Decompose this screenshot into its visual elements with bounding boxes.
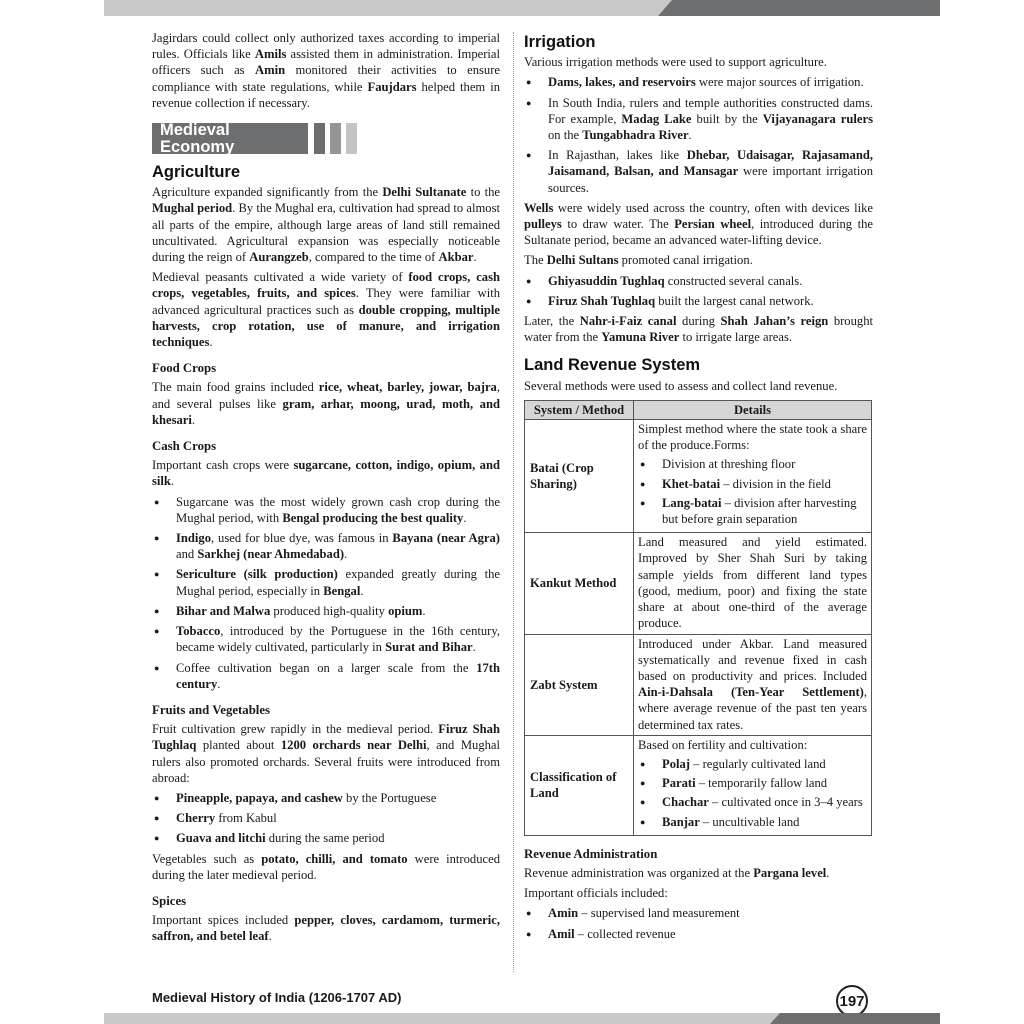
irrigation-paragraph: Various irrigation methods were used to support agriculture. [524,55,827,70]
method-cell: Batai (Crop Sharing) [525,420,634,533]
delhi-sultans-paragraph: The Delhi Sultans promoted canal irrigation. [524,253,753,268]
details-list [638,756,867,830]
list-item: ● Lang-batai – division after harvesting but before grain separation [638,495,867,527]
agriculture-heading: Agriculture [152,163,241,182]
list-item: ● Tobacco, introduced by the Portuguese in the 16th century, became widely cultivated, particularly in Surat and Bihar. [152,623,500,655]
details-text: Land measured and yield estimated. Improved by Sher Shah Suri by taking sample yields from different land types (good, medium, poor) and fixing the state share at about one-third of the average produce. [638,535,867,631]
list-item: ● Parati – temporarily fallow land [638,775,867,791]
list-item: ● Indigo, used for blue dye, was famous in Bayana (near Agra) and Sarkhej (near Ahmedabad). [152,530,500,562]
list-item: ● Coffee cultivation began on a larger scale from the 17th century. [152,660,500,692]
method-cell: Classification of Land [525,735,634,835]
details-cell [634,420,872,533]
left-column [152,30,500,949]
officials-list [524,905,873,941]
cash-crops-heading: Cash Crops [152,439,217,454]
list-item: ● In South India, rulers and temple authorities constructed dams. For example, Madag Lake built by the Vijayanagara rulers on the Tungabhadra River. [524,95,873,144]
intro-paragraph: Jagirdars could collect only authorized taxes according to imperial rules. Officials like Amils assisted them in administration. Imperial officers such as Amin monitored their activities to ensure compliance with state regulations, while Faujdars helped them in revenue collection if necessary. [152,31,500,110]
table-row [525,634,872,735]
bottom-bar-accent [770,1013,940,1024]
list-item: ● In Rajasthan, lakes like Dhebar, Udaisagar, Rajasamand, Jaisamand, Balsan, and Mansagar were important irrigation sources. [524,147,873,196]
table-header-cell: System / Method [525,400,634,419]
details-text: Based on fertility and cultivation: [638,737,808,752]
section-banner [152,123,500,154]
details-list [638,456,867,527]
section-banner-title: Medieval Economy [152,123,308,154]
vegetables-paragraph: Vegetables such as potato, chilli, and tomato were introduced during the later medieval period. [152,851,500,882]
top-decorative-bar [104,0,940,16]
agriculture-paragraph: Medieval peasants cultivated a wide variety of food crops, cash crops, vegetables, fruits, and spices. They were familiar with advanced agricultural practices such as double cropping, multiple harvests, crop rotation, use of manure, and irrigation techniques. [152,270,501,350]
table-header-cell: Details [634,400,872,419]
nahr-i-faiz-paragraph: Later, the Nahr-i-Faiz canal during Shah Jahan’s reign brought water from the Yamuna River to irrigate large areas. [524,314,873,345]
list-item: ● Amil – collected revenue [524,926,873,942]
list-item: ● Cherry from Kabul [152,810,500,826]
list-item: ● Division at threshing floor [638,456,867,472]
list-item: ● Bihar and Malwa produced high-quality opium. [152,603,500,619]
food-crops-heading: Food Crops [152,361,217,376]
list-item: ● Guava and litchi during the same period [152,830,500,846]
list-item: ● Firuz Shah Tughlaq built the largest canal network. [524,293,873,309]
cash-crops-list [152,494,500,692]
list-item: ● Pineapple, papaya, and cashew by the Portuguese [152,790,500,806]
fruits-paragraph: Fruit cultivation grew rapidly in the medieval period. Firuz Shah Tughlaq planted about 1200 orchards near Delhi, and Mughal rulers also promoted orchards. Several fruits were introduced from abroad: [152,722,500,785]
banner-stripe [346,123,357,154]
list-item: ● Khet-batai – division in the field [638,476,867,492]
details-cell [634,735,872,835]
spices-paragraph: Important spices included pepper, cloves, cardamom, turmeric, saffron, and betel leaf. [152,913,500,944]
banner-stripe [330,123,341,154]
land-revenue-heading: Land Revenue System [524,356,701,375]
column-divider [513,32,514,972]
land-revenue-paragraph: Several methods were used to assess and collect land revenue. [524,378,838,393]
wells-paragraph: Wells were widely used across the country, often with devices like pulleys to draw water. The Persian wheel, introduced during the Sultanate period, became an advanced water-lifting device. [524,200,873,248]
table-row [525,420,872,533]
details-text: Introduced under Akbar. Land measured systematically and revenue fixed in cash based on productivity and prices. Included Ain-i-Dahsala (Ten-Year Settlement), where average revenue of the past ten years determined tax rates. [638,636,867,732]
irrigation-list [524,74,873,195]
list-item: ● Amin – supervised land measurement [524,905,873,921]
list-item: ● Sericulture (silk production) expanded greatly during the Mughal period, especially in Bengal. [152,566,500,598]
revenue-administration-paragraph: Revenue administration was organized at the Pargana level. [524,865,830,880]
book-title-footer: Medieval History of India (1206-1707 AD) [152,990,402,1005]
list-item: ● Sugarcane was the most widely grown cash crop during the Mughal period, with Bengal producing the best quality. [152,494,500,526]
details-cell [634,634,872,735]
fruits-list [152,790,500,847]
spices-heading: Spices [152,893,187,908]
top-bar-accent [658,0,940,16]
method-cell: Kankut Method [525,533,634,634]
method-cell: Zabt System [525,634,634,735]
table-row [525,533,872,634]
details-cell [634,533,872,634]
agriculture-paragraph: Agriculture expanded significantly from the Delhi Sultanate to the Mughal period. By the Mughal era, cultivation had spread to almost all parts of the empire, although large areas of land still remained uncultivated. Agricultural expansion was especially noticeable during the reign of Aurangzeb, compared to the time of Akbar. [152,185,501,265]
banner-stripe [314,123,325,154]
bottom-decorative-bar [104,1013,940,1024]
list-item: ● Dams, lakes, and reservoirs were major sources of irrigation. [524,74,873,90]
details-text: Simplest method where the state took a share of the produce.Forms: [638,422,867,453]
list-item: ● Polaj – regularly cultivated land [638,756,867,772]
revenue-administration-heading: Revenue Administration [524,846,658,861]
page-number: 197 [836,985,868,1017]
list-item: ● Banjar – uncultivable land [638,814,867,830]
irrigation-heading: Irrigation [524,33,596,51]
canals-list [524,273,873,309]
fruits-vegetables-heading: Fruits and Vegetables [152,702,271,717]
table-row [525,735,872,835]
right-column [524,34,873,946]
revenue-administration-paragraph: Important officials included: [524,886,668,901]
land-revenue-table [524,400,872,836]
cash-crops-paragraph: Important cash crops were sugarcane, cotton, indigo, opium, and silk. [152,458,500,489]
food-crops-paragraph: The main food grains included rice, wheat, barley, jowar, bajra, and several pulses like gram, arhar, moong, urad, moth, and khesari. [152,380,500,427]
list-item: ● Chachar – cultivated once in 3–4 years [638,794,867,810]
list-item: ● Ghiyasuddin Tughlaq constructed several canals. [524,273,873,289]
table-header-row [525,400,872,419]
